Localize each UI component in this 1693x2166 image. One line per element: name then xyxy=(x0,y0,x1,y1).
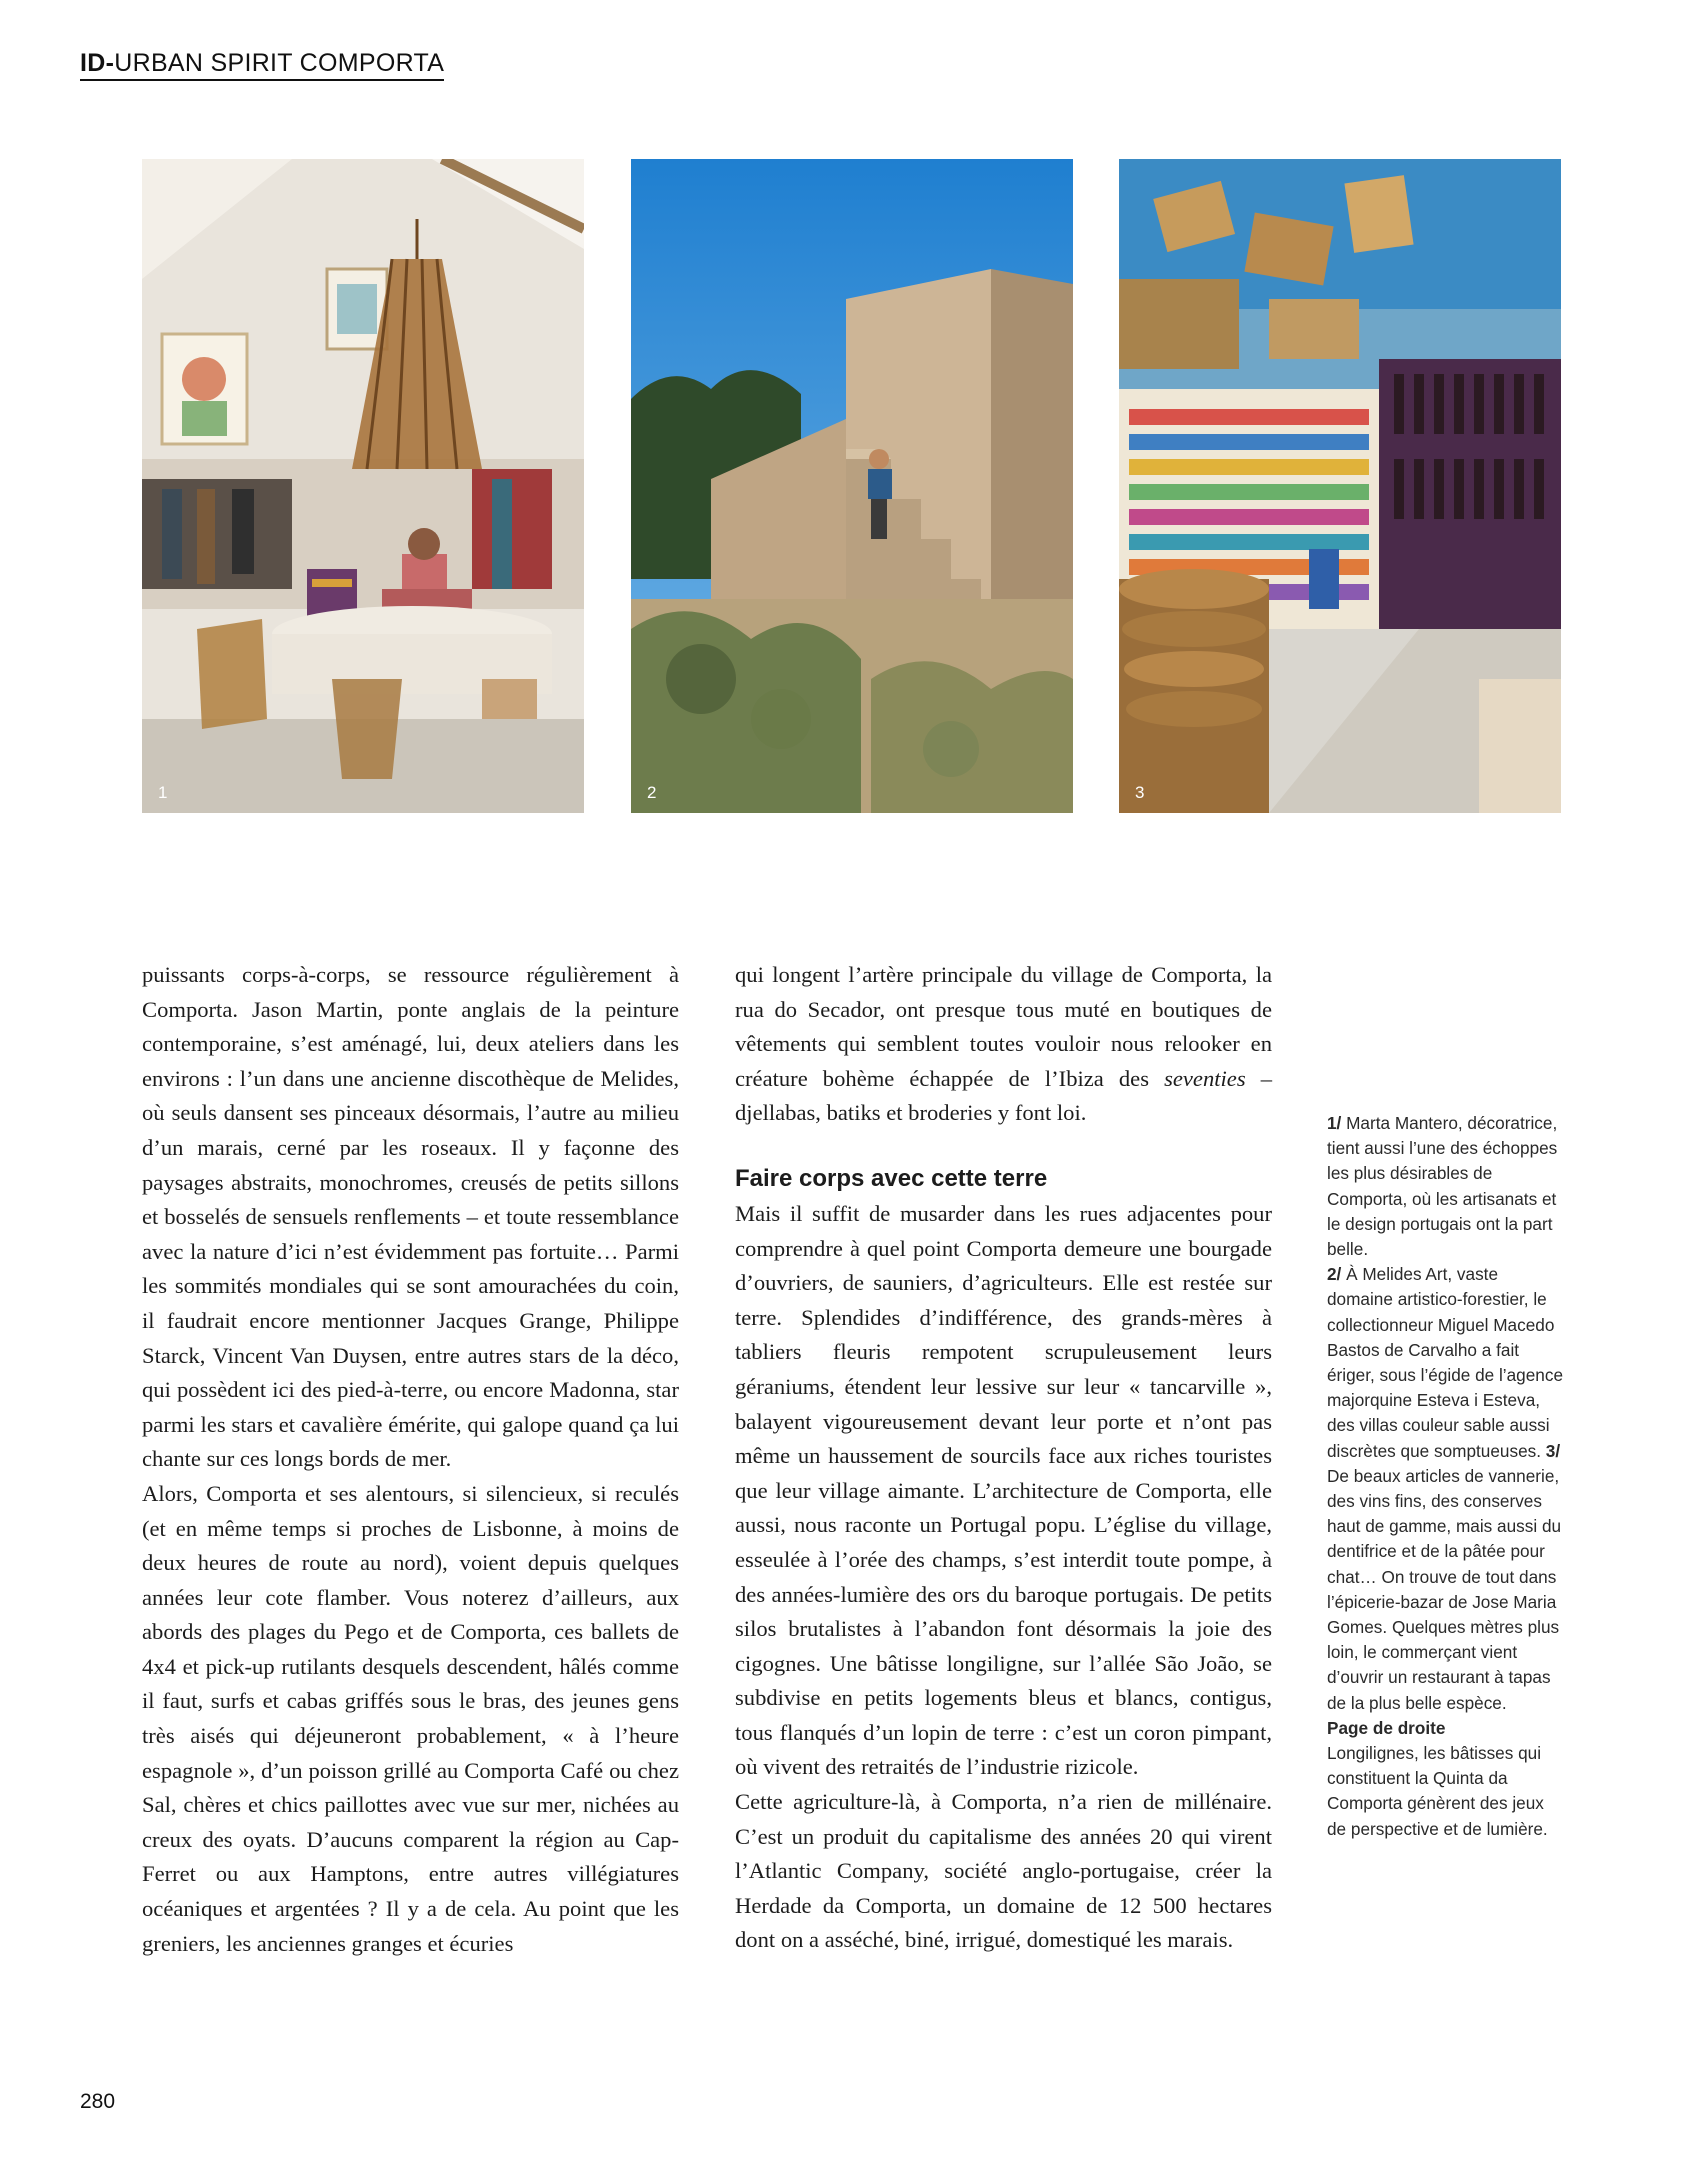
header-title: URBAN SPIRIT COMPORTA xyxy=(114,49,445,77)
caption-text: De beaux articles de vannerie, des vins fins, des conserves haut de gamme, mais aussi du dentifrice et de la pâtée pour chat… On trouve de tout dans l’épicerie-bazar de Jose Maria Gomes. Quelques mètres plus loin, le commerçant vient d’ouvrir un restaurant à tapas de la plus belle espèce. xyxy=(1327,1465,1562,1713)
paragraph: Cette agriculture-là, à Comporta, n’a rien de millénaire. C’est un produit du capitalisme des années 20 qui virent l’Atlantic Company, société anglo-portugaise, créer la Herdade da Comporta, un domaine de 12 500 hectares dont on a asséché, biné, irrigué, domestiqué les marais. xyxy=(735,1789,1272,1953)
photo-villa-staircase xyxy=(631,159,1073,813)
caption-text: Longilignes, les bâtisses qui constituent la Quinta da Comporta génèrent des jeux de perspective et de lumière. xyxy=(1327,1743,1548,1839)
caption-number: 2/ xyxy=(1327,1264,1342,1285)
header-prefix: ID- xyxy=(80,49,115,77)
caption-block xyxy=(1327,1111,1567,1716)
paragraph: Mais il suffit de musarder dans les rues adjacentes pour comprendre à quel point Comporta demeure une bourgade d’ouvriers, de sauniers, d’agriculteurs. Elle est restée sur terre. Splendides d’indifférence, des grands-mères à tabliers fleuris rempotent scrupuleusement leurs géraniums, étendent leur lessive sur leur « tancarville », balayent vigoureusement devant leur porte et n’ont pas même un haussement de sourcils face aux riches touristes que leur village aimante. L’architecture de Comporta, elle aussi, nous raconte un Portugal popu. L’église du village, esseulée à l’orée des champs, s’est interdit toute pompe, à des années-lumière des ors du baroque portugais. De petits silos brutalistes à l’abandon font désormais la joie des cigognes. Une bâtisse longiligne, sur l’allée São João, se subdivise en petits logements bleus et blancs, contigus, tous flanqués d’un lopin de terre : c’est un coron pimpant, où vivent des retraités de l’industrie rizicole. xyxy=(735,1200,1272,1780)
article-column-2 xyxy=(735,958,1272,1958)
caption-number: 1/ xyxy=(1327,1113,1342,1133)
paragraph-text: – djellabas, batiks et broderies y font loi. xyxy=(735,1065,1273,1126)
italic-term: seventies xyxy=(1164,1065,1246,1091)
paragraph xyxy=(735,958,1272,1131)
photo-number: 2 xyxy=(647,783,657,802)
article-column-1 xyxy=(142,958,679,1961)
caption-text: Marta Mantero, décoratrice, tient aussi l’une des échoppes les plus désirables de Comporta, où les artisanats et le design portugais ont la part belle. xyxy=(1327,1113,1558,1260)
paragraph: Alors, Comporta et ses alentours, si silencieux, si reculés (et en même temps si proches de Lisbonne, à moins de deux heures de route au nord), voient depuis quelques années leur cote flamber. Vous noterez d’ailleurs, aux abords des plages du Pego et de Comporta, ces ballets de 4x4 et pick-up rutilants desquels descendent, hâlés comme il faut, surfs et cabas griffés sous le bras, des jeunes gens très aisés qui déjeuneront probablement, « à l’heure espagnole », d’un poisson grillé au Comporta Café ou chez Sal, chères et chics paillottes avec vue sur mer, nichées au creux des oyats. D’aucuns comparent la région au Cap-Ferret ou aux Hamptons, entre autres villégiatures océaniques et argentées ? Il y a de cela. Au point que les greniers, les anciennes granges et écuries xyxy=(142,1480,679,1956)
subheading: Faire corps avec cette terre xyxy=(735,1164,1048,1192)
photo-grocery-bazaar xyxy=(1119,159,1561,813)
photo-number: 1 xyxy=(158,783,168,802)
paragraph-text: qui longent l’artère principale du village de Comporta, la rua do Secador, ont presque tous muté en boutiques de vêtements qui semblent toutes vouloir nous relooker en créature bohème échappée de l’Ibiza des xyxy=(735,962,1272,1091)
caption-number: 3/ xyxy=(1541,1440,1561,1461)
paragraph: puissants corps-à-corps, se ressource régulièrement à Comporta. Jason Martin, ponte anglais de la peinture contemporaine, s’est aménagé, lui, deux ateliers dans les environs : l’un dans une ancienne discothèque de Melides, où seuls dansent ses pinceaux désormais, l’autre au milieu d’un marais, cerné par les roseaux. Il y façonne des paysages abstraits, monochromes, creusés de petits sillons et bosselés de sensuels renflements – et toute ressemblance avec la nature d’ici n’est évidemment pas fortuite… Parmi les sommités mondiales qui se sont amourachées du coin, il faudrait encore mentionner Jacques Grange, Philippe Starck, Vincent Van Duysen, entre autres stars de la déco, qui possèdent ici des pied-à-terre, ou encore Madonna, star parmi les stars et cavalière émérite, qui galope quand ça lui chante sur ces longs bords de mer. xyxy=(142,962,679,1472)
photo-boutique-interior xyxy=(142,159,584,813)
caption-text: À Melides Art, vaste domaine artistico-forestier, le collectionneur Miguel Macedo Bastos de Carvalho a fait ériger, sous l’égide de l’agence majorquine Esteva i Esteva, des villas couleur sable aussi discrètes que somptueuses. xyxy=(1327,1264,1564,1461)
caption-heading: Page de droite xyxy=(1327,1717,1446,1738)
photo-number: 3 xyxy=(1135,783,1145,802)
page-number: 280 xyxy=(80,2090,116,2113)
photo-captions xyxy=(1327,1111,1567,1842)
section-header xyxy=(80,48,444,81)
